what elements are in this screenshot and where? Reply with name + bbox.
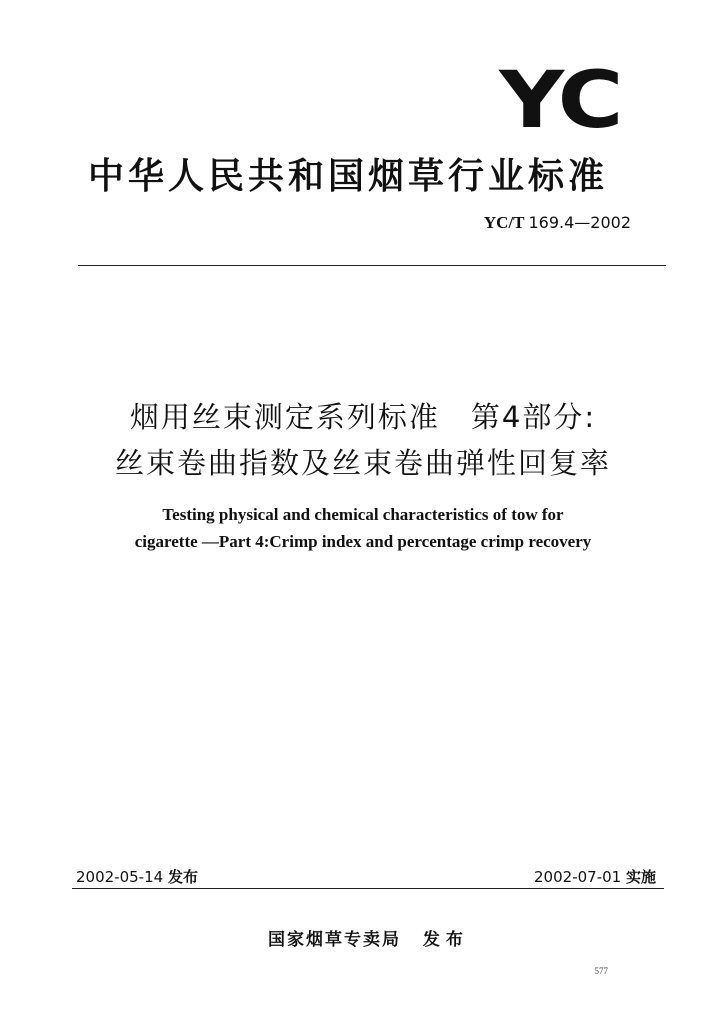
title-en-line1: Testing physical and chemical characteristics of tow for <box>162 505 564 524</box>
page-number: 577 <box>594 966 608 976</box>
effective-date-value: 2002-07-01 <box>534 868 622 886</box>
effective-date-label: 实施 <box>625 868 656 886</box>
issuer-action: 发布 <box>422 930 469 950</box>
title-cn-line1: 烟用丝束测定系列标准 第4部分: <box>129 400 597 434</box>
issuer-name: 国家烟草专卖局 <box>268 930 401 950</box>
title-cn-line2: 丝束卷曲指数及丝束卷曲弹性回复率 <box>114 446 611 480</box>
effective-date <box>534 866 656 887</box>
issue-date-value: 2002-05-14 <box>76 868 164 886</box>
issue-date <box>76 866 198 887</box>
issue-date-label: 发布 <box>167 868 198 886</box>
issuer <box>268 925 469 950</box>
title-en-line2: cigarette —Part 4:Crimp index and percentage crimp recovery <box>134 532 592 551</box>
issuing-standard-category: 中华人民共和国烟草行业标准 <box>88 156 609 197</box>
standard-number <box>484 213 631 233</box>
footer-divider <box>72 888 664 889</box>
standard-prefix: YC/T <box>483 213 525 232</box>
yc-logo: YC <box>499 56 620 146</box>
header-divider <box>78 265 666 266</box>
standard-code: 169.4—2002 <box>528 213 631 232</box>
